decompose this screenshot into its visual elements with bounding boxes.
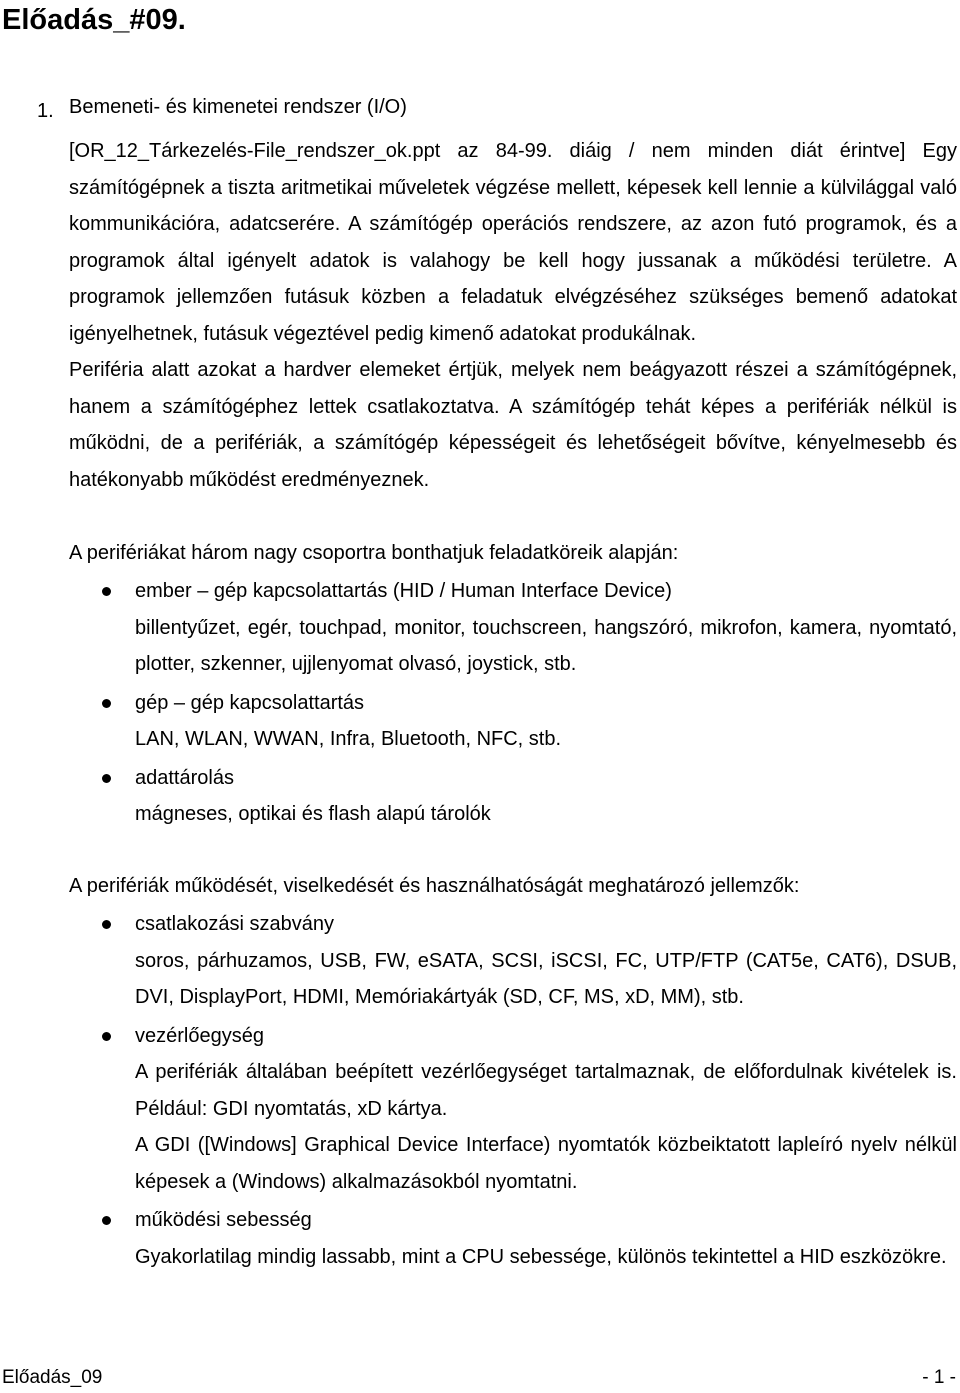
list-item-head: vezérlőegység — [135, 1024, 264, 1047]
bullet-icon — [102, 1032, 111, 1041]
features-intro: A perifériák működését, viselkedését és használhatóságát meghatározó jellemzők: — [69, 875, 800, 897]
bullet-icon — [102, 920, 111, 929]
list-item-detail: A perifériák általában beépített vezérlőegységet tartalmaznak, de előfordulnak kivételek is. Például: GDI nyomtatás, xD kártya. — [135, 1061, 957, 1120]
list-item-head: csatlakozási szabvány — [135, 913, 334, 935]
list-item-detail: mágneses, optikai és flash alapú tárolók — [135, 803, 491, 825]
intro-block — [69, 133, 957, 498]
section-heading: Bemeneti- és kimenetei rendszer (I/O) — [69, 96, 407, 118]
list-item — [69, 906, 957, 1016]
bullet-icon — [102, 699, 111, 708]
list-item-head: gép – gép kapcsolattartás — [135, 691, 365, 714]
list-item-head: ember – gép kapcsolattartás (HID / Human Interface Device) — [135, 580, 672, 602]
list-item-detail: A GDI ([Windows] Graphical Device Interface) nyomtatók közbeiktatott lapleíró nyelv nélkül képesek a (Windows) alkalmazásokból nyomtatni. — [135, 1134, 957, 1193]
peripheral-definition-paragraph: Periféria alatt azokat a hardver elemeket értjük, melyek nem beágyazott részei a számítógépnek, hanem a számítógéphez lettek csatlakoztatva. A számítógép tehát képes a perifériák nélkül is működni, de a perifériák, a számítógép képességeit és lehetőségeit bővítve, kényelmesebb és hatékonyabb működést eredményeznek. — [69, 359, 957, 491]
list-item-detail: Gyakorlatilag mindig lassabb, mint a CPU sebessége, különös tekintettel a HID eszközökre. — [135, 1245, 947, 1268]
groups-intro: A perifériákat három nagy csoportra bonthatjuk feladatköreik alapján: — [69, 542, 679, 564]
document-title: Előadás_#09. — [2, 4, 186, 36]
bullet-icon — [102, 1216, 111, 1225]
bullet-icon — [102, 774, 111, 783]
bullet-icon — [102, 587, 111, 596]
list-item — [69, 1202, 957, 1275]
list-item — [69, 760, 957, 833]
footer-document-name: Előadás_09 — [2, 1367, 103, 1388]
list-item — [69, 573, 957, 683]
list-item-detail: billentyűzet, egér, touchpad, monitor, touchscreen, hangszóró, mikrofon, kamera, nyomtató, plotter, szkenner, ujjlenyomat olvasó, joystick, stb. — [135, 616, 957, 675]
footer-page-number: - 1 - — [922, 1367, 956, 1388]
list-item-head: működési sebesség — [135, 1209, 312, 1231]
peripheral-groups-list — [69, 573, 957, 833]
list-item — [69, 1018, 957, 1201]
list-item — [69, 685, 957, 758]
section-number: 1. — [37, 100, 54, 122]
list-item-head: adattárolás — [135, 766, 234, 789]
list-item-detail: soros, párhuzamos, USB, FW, eSATA, SCSI, iSCSI, FC, UTP/FTP (CAT5e, CAT6), DSUB, DVI, DisplayPort, HDMI, Memóriakártyák (SD, CF, MS, xD, MM), stb. — [135, 949, 957, 1008]
list-item-detail: LAN, WLAN, WWAN, Infra, Bluetooth, NFC, stb. — [135, 728, 562, 750]
peripheral-features-list — [69, 906, 957, 1275]
intro-paragraph: [OR_12_Tárkezelés-File_rendszer_ok.ppt az 84-99. diáig / nem minden diát érintve] Egy számítógépnek a tiszta aritmetikai műveletek végzése mellett, képesek kell lennie a külvilággal való kommunikációra, adatcserére. A számítógép operációs rendszere, az azon futó programok, és a programok által igényelt adatok is valahogy be kell hogy jussanak a működési területre. A programok jellemzően futásuk közben a feladatuk elvégzéséhez szükséges bemenő adatokat igényelhetnek, futásuk végeztével pedig kimenő adatokat produkálnak. — [69, 140, 957, 345]
